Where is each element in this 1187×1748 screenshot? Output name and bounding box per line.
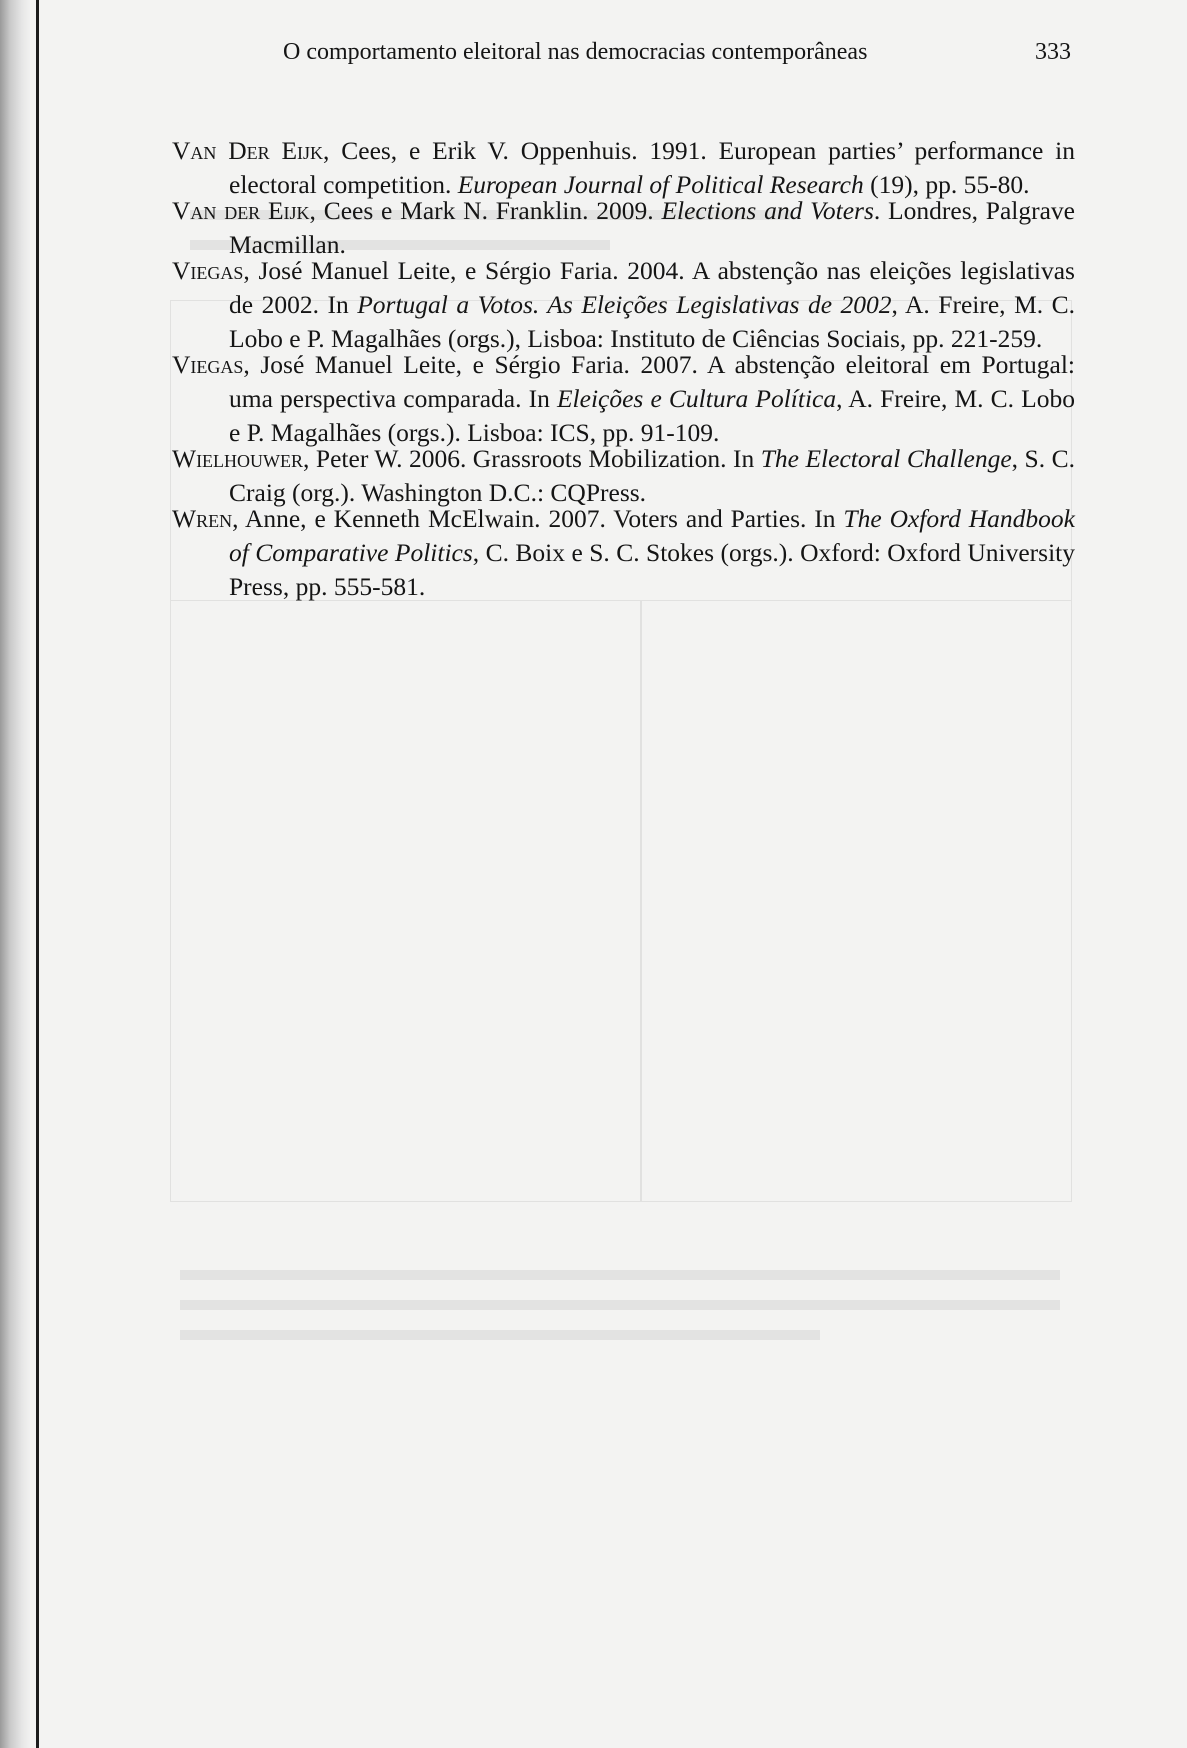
ghost-note-line [180,1270,1060,1280]
reference-item [172,134,1075,202]
reference-text: , A. Freire, M. C. Lobo e P. Magalhães (orgs.), Lisboa: Instituto de Ciências Sociais, pp. 221-259. [229,290,1076,353]
reference-item [172,348,1075,450]
reference-item [172,502,1075,604]
page-binding-edge [0,0,30,1748]
reference-author: Viegas [172,350,244,379]
reference-text: . Londres, Palgrave Macmillan. [229,196,1075,259]
reference-author: Van Der Eijk [172,136,324,165]
reference-text: , José Manuel Leite, e Sérgio Faria. 2004. A abstenção nas eleições legislativas de 2002. In [229,256,1075,319]
reference-title: The Oxford Handbook of Comparative Politics [229,504,1076,567]
ghost-table-column [170,600,642,1202]
reference-author: Wren [172,504,233,533]
reference-title: Eleições e Cultura Política [556,384,837,413]
reference-text: (19), pp. 55-80. [863,170,1030,199]
reference-list [172,134,1075,604]
page-number: 333 [1035,39,1071,65]
reference-item [172,254,1075,356]
reference-title: Portugal a Votos. As Eleições Legislativas de 2002 [357,290,892,319]
ghost-note-line [180,1300,1060,1310]
reference-author: Viegas [172,256,244,285]
reference-text: , Peter W. 2006. Grassroots Mobilization. In [303,444,761,473]
reference-item [172,442,1075,510]
running-head-title: O comportamento eleitoral nas democracias contemporâneas [283,39,868,65]
binding-line [36,0,39,1748]
reference-title: Elections and Voters [661,196,874,225]
reference-text: , Cees, e Erik V. Oppenhuis. 1991. European parties’ performance in electoral competition. [229,136,1076,199]
reference-item [172,194,1075,262]
reference-text: , José Manuel Leite, e Sérgio Faria. 2007. A abstenção eleitoral em Portugal: uma perspectiva comparada. In [229,350,1075,413]
reference-text: , Anne, e Kenneth McElwain. 2007. Voters and Parties. In [232,504,844,533]
reference-title: European Journal of Political Research [457,170,864,199]
running-head [283,36,1073,68]
reference-text: , S. C. Craig (org.). Washington D.C.: CQPress. [229,444,1075,507]
ghost-table-column-right [640,600,1072,1202]
reference-title: The Electoral Challenge [760,444,1012,473]
reference-author: Van der Eijk [172,196,310,225]
reference-text: , Cees e Mark N. Franklin. 2009. [309,196,662,225]
ghost-note-line [180,1330,820,1340]
reference-text: , A. Freire, M. C. Lobo e P. Magalhães (orgs.). Lisboa: ICS, pp. 91-109. [229,384,1075,447]
reference-author: Wielhouwer [172,444,304,473]
reference-text: , C. Boix e S. C. Stokes (orgs.). Oxford: Oxford University Press, pp. 555-581. [229,538,1075,601]
